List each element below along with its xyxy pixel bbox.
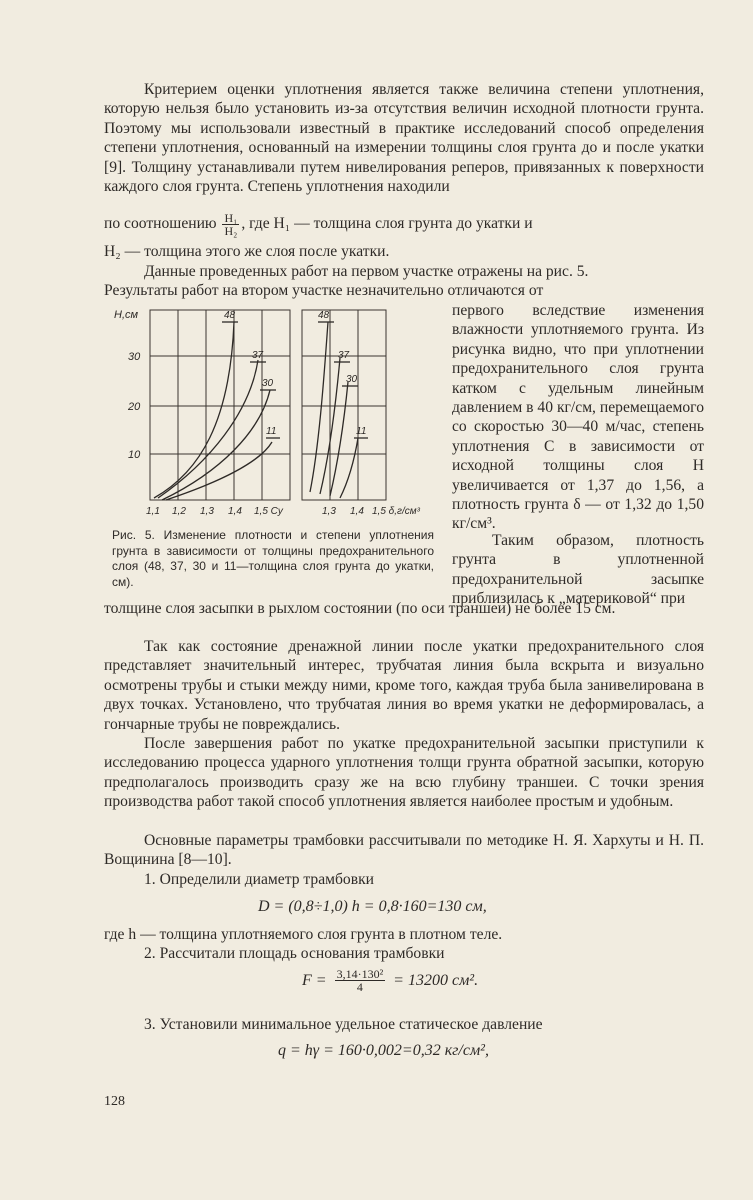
formula-area-left: F = [302,971,327,989]
left-curve-48 [154,322,234,498]
y-tick-30: 30 [128,351,141,363]
figure-caption: Рис. 5. Изменение плотности и степени уплотнения грунта в зависимости от толщины предохранительного слоя (48, 37, 30 и 11—толщина слоя грунта до укатки, см). [112,528,434,589]
paragraph-1-line-a: по соотношению [104,215,217,233]
formula-area-denominator: 4 [356,980,363,994]
paragraph-2-line-a: Данные проведенных работ на первом участке отражены на рис. 5. [144,263,589,280]
formula-diameter: D = (0,8÷1,0) h = 0,8·160=130 см, [258,898,487,915]
left-label-37: 37 [252,350,264,361]
left-label-48: 48 [224,310,236,321]
y-tick-10: 10 [128,449,141,461]
step-3: 3. Установили минимальное удельное статическое давление [144,1016,543,1033]
formula-area-numerator: 3,14·130² [336,967,384,981]
paragraph-1-formula-line [104,212,704,237]
left-x-tick-3: 1,3 [200,506,214,517]
right-label-37: 37 [338,350,350,361]
left-label-30: 30 [262,378,274,389]
ratio-denominator: H₂ [224,224,238,238]
figure-5-chart [110,302,440,522]
right-x-tick-1: 1,3 [322,506,336,517]
right-label-11: 11 [356,426,367,437]
paragraph-1-line-c: H₂ — толщина этого же слоя после укатки. [104,243,390,260]
right-panel-frame [302,310,386,500]
right-label-48: 48 [318,310,330,321]
paragraph-3-continuation: толщине слоя засыпки в рыхлом состоянии (по оси траншеи) не более 15 см. [104,600,616,617]
formula-area [302,968,478,993]
formula-area-fraction [335,968,386,993]
left-curve-37 [158,360,258,498]
left-x-tick-5: 1,5 Cy [254,506,283,517]
left-x-tick-2: 1,2 [172,506,186,517]
right-x-tick-2: 1,4 [350,506,364,517]
step-1: 1. Определили диаметр трамбовки [144,871,375,888]
left-label-11: 11 [266,426,277,437]
wrap-column-text: первого вследствие изменения влажности уплотняемого грунта. Из рисунка видно, что при уплотнении предохранительного слоя грунта катком с удельным линейным давлением в 40 кг/см, перемещаемого со скоростью 30—40 м/час, степень уплотнения C в зависимости от исходной толщины слоя H увеличивается от 1,37 до 1,56, а плотность грунта δ — от 1,32 до 1,50 кг/см³. [452,302,704,533]
ratio-numerator: H₁ [224,211,238,225]
paragraph-1: Критерием оценки уплотнения является также величина степени уплотнения, которую нельзя было установить из-за отсутствия величин исходной плотности грунта. Поэтому мы использовали известный в практике исследований способ определения степени уплотнения, основанный на измерении толщины слоя грунта до и после укатки [9]. Толщину устанавливали путем нивелирования реперов, привязанных к поверхности каждого слоя грунта. Степень уплотнения находили [104,81,704,196]
formula-area-right: = 13200 см². [393,971,479,989]
ratio-fraction [222,212,239,237]
y-tick-20: 20 [128,401,141,413]
paragraph-h-definition: где h — толщина уплотняемого слоя грунта в плотном теле. [104,926,503,943]
left-x-tick-1: 1,1 [146,506,160,517]
paragraph-6: Основные параметры трамбовки рассчитывали по методике Н. Я. Хархуты и Н. П. Вощинина [8—10]. [104,832,704,869]
left-panel-frame [150,310,290,500]
paragraph-2-line-b: Результаты работ на втором участке незначительно отличаются от [104,282,544,299]
right-curve-11 [340,438,358,498]
wrap-column-text-2: Таким образом, плотность грунта в уплотненной предохранительной засыпке приблизилась к „материковой“ при [452,532,704,608]
paragraph-1-line-b: , где H₁ — толщина слоя грунта до укатки и [241,215,533,233]
paragraph-5: После завершения работ по укатке предохранительной засыпки приступили к исследованию процесса ударного уплотнения толщи грунта обратной засыпки, которую предполагалось производить сразу же на всю глубину траншеи. С точки зрения производства работ такой способ уплотнения является наиболее простым и удобным. [104,735,704,811]
right-label-30: 30 [346,374,358,385]
right-curve-30 [330,382,348,496]
right-x-tick-3: 1,5 δ,г/см³ [372,506,420,517]
y-axis-label: H,см [114,309,139,321]
formula-pressure: q = hγ = 160·0,002=0,32 кг/см², [278,1042,489,1059]
step-2: 2. Рассчитали площадь основания трамбовки [144,945,445,962]
paragraph-4: Так как состояние дренажной линии после укатки предохранительного слоя представляет значительный интерес, трубчатая линия была вскрыта и визуально осмотрены трубы и стыки между ними, кроме того, каждая труба была занивелирована в двух точках. Установлено, что трубчатая линия во время укатки не деформировалась, а гончарные трубы не повреждались. [104,638,704,733]
left-curve-11 [166,442,272,500]
left-x-tick-4: 1,4 [228,506,242,517]
page-number: 128 [104,1094,125,1109]
